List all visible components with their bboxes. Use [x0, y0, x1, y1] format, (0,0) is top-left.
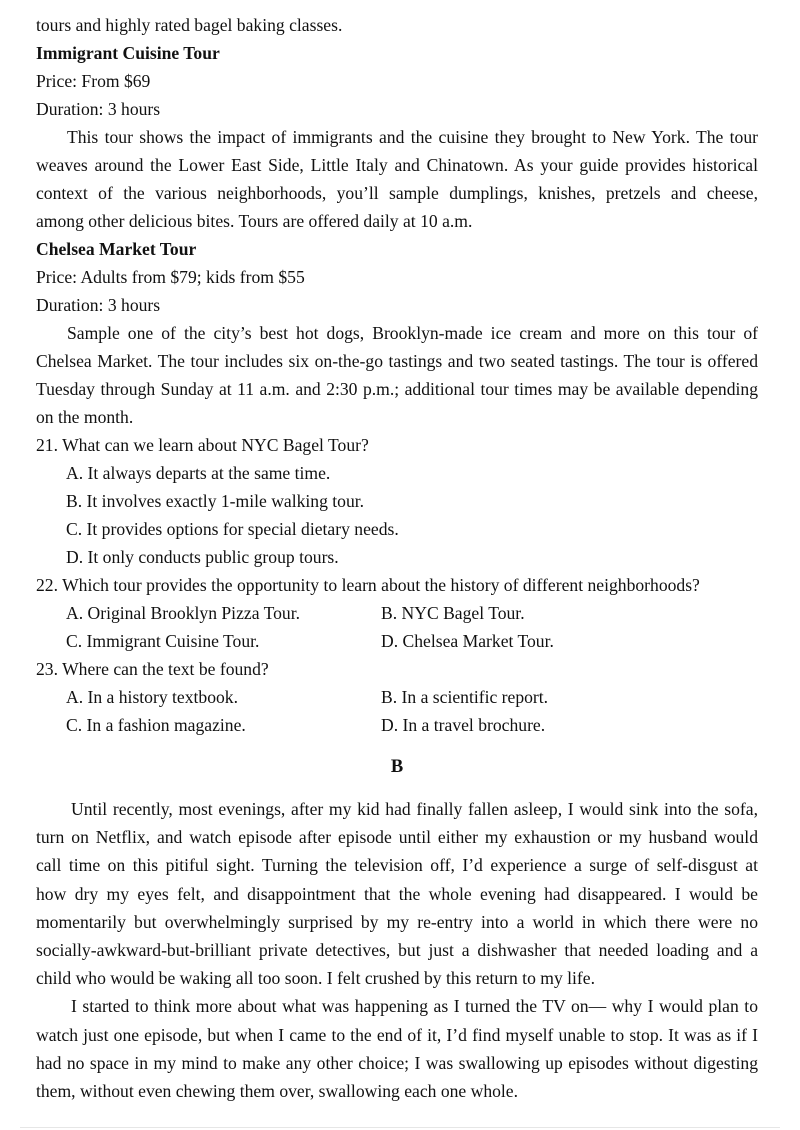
answer-option: A. It always departs at the same time. — [66, 463, 331, 483]
section-b-body — [36, 795, 758, 1105]
tour-title: Immigrant Cuisine Tour — [36, 43, 220, 63]
tour-duration: Duration: 3 hours — [36, 295, 161, 315]
answer-option: C. It provides options for special dietary needs. — [66, 519, 399, 539]
tour-description-line: Sample one of the city’s best hot dogs, Brooklyn-made ice cream and more on this tour of — [67, 323, 758, 343]
answer-option: D. In a travel brochure. — [381, 715, 546, 735]
answer-option: D. Chelsea Market Tour. — [381, 631, 554, 651]
paragraph-line: call time on this pitiful sight. Turning the television off, I’d experience a surge of self-disgust at — [36, 855, 758, 876]
paragraph — [36, 992, 758, 1105]
paragraph-line: Until recently, most evenings, after my kid had finally fallen asleep, I would sink into the sofa, — [71, 799, 758, 819]
answer-option: A. Original Brooklyn Pizza Tour. — [66, 603, 300, 623]
answer-option: B. It involves exactly 1-mile walking tour. — [66, 491, 365, 511]
answer-option: B. NYC Bagel Tour. — [381, 603, 525, 623]
answer-option: D. It only conducts public group tours. — [66, 547, 339, 567]
continuation-line: tours and highly rated bagel baking classes. — [36, 15, 343, 35]
tour-description-line: among other delicious bites. Tours are offered daily at 10 a.m. — [36, 211, 473, 231]
question-stem: 23. Where can the text be found? — [36, 659, 269, 679]
tour-description-line: This tour shows the impact of immigrants and the cuisine they brought to New York. The tour — [67, 127, 758, 147]
tour-title: Chelsea Market Tour — [36, 239, 197, 259]
answer-option-row — [36, 627, 758, 655]
question-21 — [36, 431, 758, 571]
tour-description-line: Chelsea Market. The tour includes six on-the-go tastings and two seated tastings. The tour is offered — [36, 351, 758, 371]
question-stem: 21. What can we learn about NYC Bagel Tour? — [36, 435, 369, 455]
question-stem: 22. Which tour provides the opportunity to learn about the history of different neighborhoods? — [36, 575, 700, 595]
paragraph-line: I started to think more about what was happening as I turned the TV on— why I would plan to — [71, 996, 758, 1017]
question-23 — [36, 655, 758, 739]
paragraph-line: socially-awkward-but-brilliant private detectives, but just a dishwasher that needed loading and a — [36, 939, 758, 960]
answer-option-row — [36, 711, 758, 739]
answer-option-row — [36, 683, 758, 711]
tour-immigrant-cuisine — [36, 39, 758, 235]
paragraph-line: had no space in my mind to make any other choice; I was swallowing up episodes without digesting — [36, 1052, 758, 1073]
paragraph-line: them, without even chewing them over, swallowing each one whole. — [36, 1080, 519, 1101]
paragraph — [36, 795, 758, 992]
paragraph-line: how dry my eyes felt, and disappointment that the whole evening had disappeared. I would be — [36, 883, 758, 904]
paragraph-line: turn on Netflix, and watch episode after episode until either my exhaustion or my husband would — [36, 827, 758, 848]
paragraph-line: watch just one episode, but when I came to the end of it, I’d find myself unable to stop. It was as if I — [36, 1024, 758, 1045]
document-page — [36, 11, 758, 1105]
tour-price: Price: Adults from $79; kids from $55 — [36, 267, 305, 287]
answer-option-row — [36, 599, 758, 627]
paragraph-line: child who would be waking all too soon. I felt crushed by this return to my life. — [36, 968, 595, 989]
answer-option: B. In a scientific report. — [381, 687, 549, 707]
tour-description-line: weaves around the Lower East Side, Little Italy and Chinatown. As your guide provides historical — [36, 155, 758, 175]
tour-description-line: context of the various neighborhoods, you’ll sample dumplings, knishes, pretzels and cheese, — [36, 183, 758, 203]
tour-description-line: on the month. — [36, 407, 134, 427]
answer-option: A. In a history textbook. — [66, 687, 239, 707]
paragraph-line: momentarily but overwhelmingly surprised by my re-entry into a world in which there were no — [36, 911, 758, 932]
section-heading: B — [390, 757, 404, 777]
page-bottom-divider — [20, 1127, 780, 1128]
tour-description-line: Tuesday through Sunday at 11 a.m. and 2:30 p.m.; additional tour times may be available depending — [36, 379, 758, 399]
question-22 — [36, 571, 758, 655]
answer-option: C. Immigrant Cuisine Tour. — [66, 631, 260, 651]
answer-option: C. In a fashion magazine. — [66, 715, 246, 735]
tour-duration: Duration: 3 hours — [36, 99, 161, 119]
tour-chelsea-market — [36, 235, 758, 431]
tour-price: Price: From $69 — [36, 71, 151, 91]
